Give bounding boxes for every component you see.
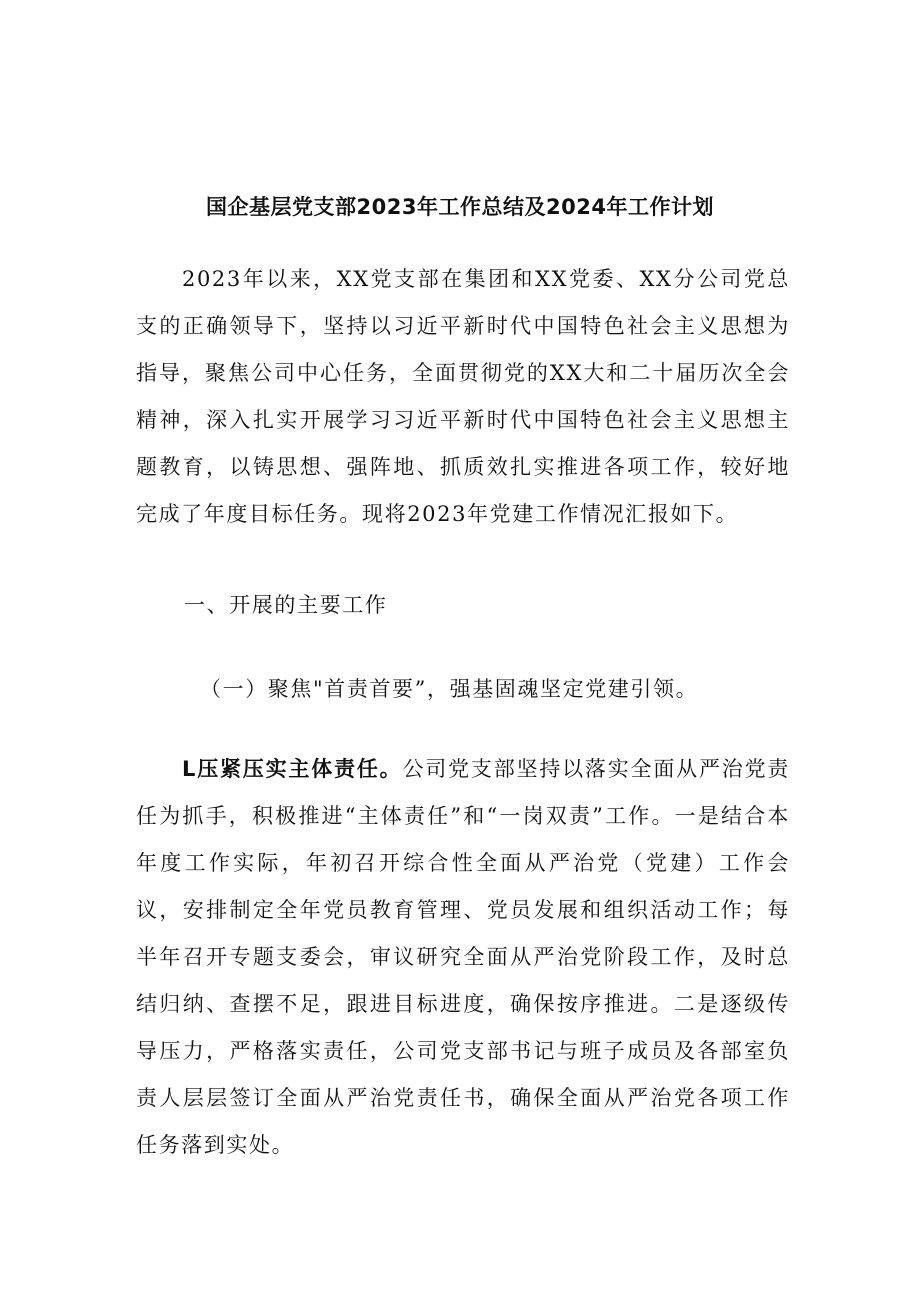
item-body: 公司党支部坚持以落实全面从严治党责任为抓手，积极推进“主体责任”和“一岗双责”工作。一是结合本年度工作实际，年初召开综合性全面从严治党（党建）工作会议，安排制定全年党员教育管理、党员发展和组织活动工作；每半年召开专题支委会，审议研究全面从严治党阶段工作，及时总结归纳、查摆不足，跟进目标进度，确保按序推进。二是逐级传导压力，严格落实责任，公司党支部书记与班子成员及各部室负责人层层签订全面从严治党责任书，确保全面从严治党各项工作任务落到实处。 [136,757,790,1157]
subsection-heading: （一）聚焦"首责首要”，强基固魂坚定党建引领。 [200,677,699,701]
item-lead: L压紧压实主体责任。 [182,757,403,781]
document-title: 国企基层党支部2023年工作总结及2024年工作计划 [206,195,714,219]
section-heading: 一、开展的主要工作 [184,593,388,617]
item-paragraph [136,746,790,1169]
intro-paragraph: 2023年以来，XX党支部在集团和XX党委、XX分公司党总支的正确领导下，坚持以习近平新时代中国特色社会主义思想为指导，聚焦公司中心任务，全面贯彻党的XX大和二十届历次全会精神，深入扎实开展学习习近平新时代中国特色社会主义思想主题教育，以铸思想、强阵地、抓质效扎实推进各项工作，较好地完成了年度目标任务。现将2023年党建工作情况汇报如下。 [136,267,790,526]
